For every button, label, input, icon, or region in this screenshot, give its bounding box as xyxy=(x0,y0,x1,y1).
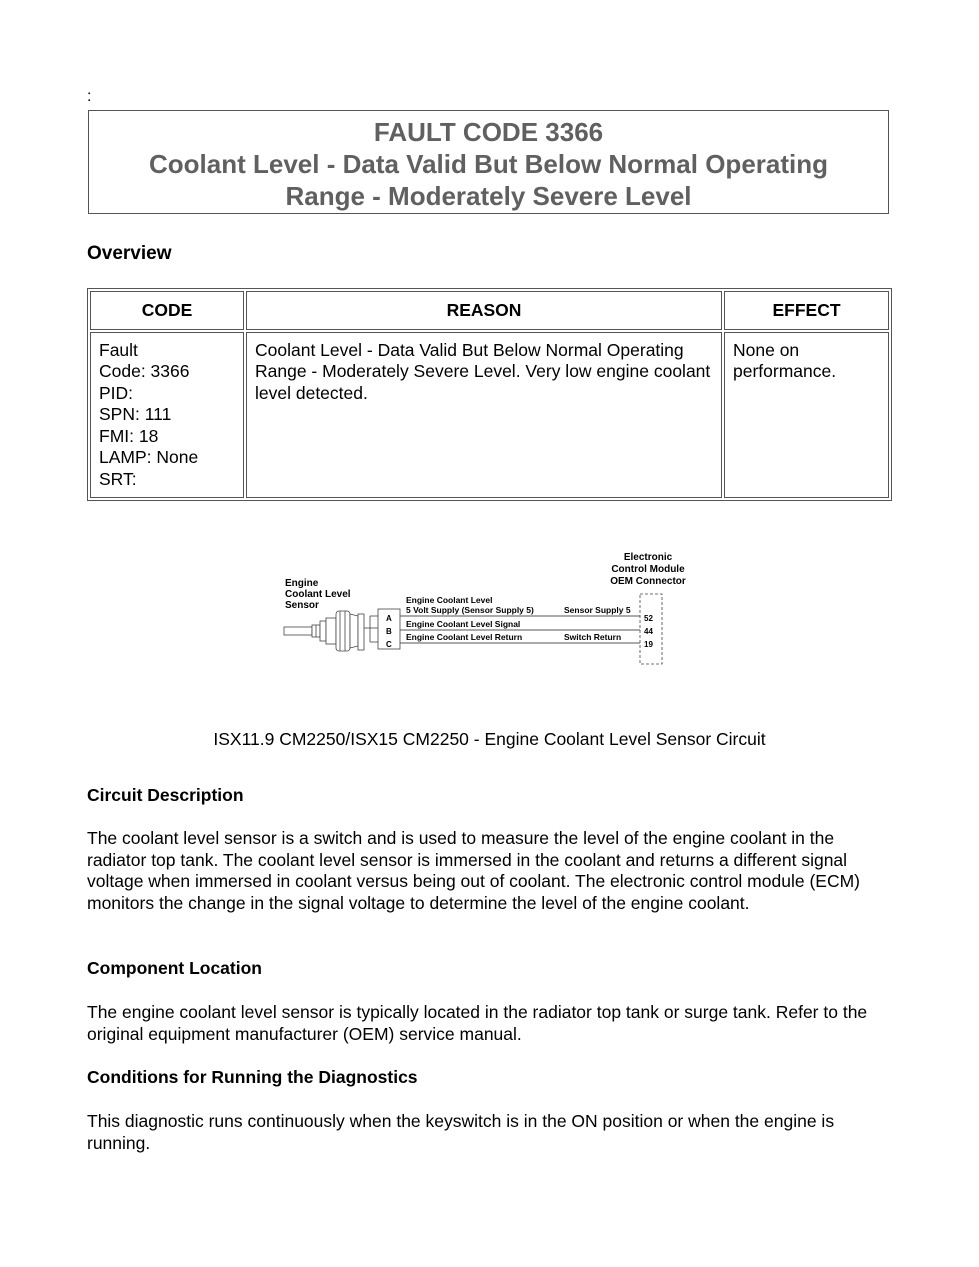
pin-19: 19 xyxy=(644,640,653,649)
conditions-heading: Conditions for Running the Diagnostics xyxy=(87,1067,418,1087)
pin-44: 44 xyxy=(644,627,653,636)
reason-cell: Coolant Level - Data Valid But Below Normal Operating Range - Moderately Severe Level. Very low engine coolant level detected. xyxy=(246,332,722,499)
conditions-text: This diagnostic runs continuously when the keyswitch is in the ON position or when the engine is running. xyxy=(87,1111,835,1153)
pin-a: A xyxy=(386,614,392,623)
table-header-row xyxy=(90,291,889,330)
pin-b: B xyxy=(386,627,392,636)
fault-code-table xyxy=(87,288,892,501)
ecm-label-2: Control Module xyxy=(611,564,685,575)
effect-cell: None on performance. xyxy=(724,332,889,499)
code-line: SPN: 111 xyxy=(99,404,172,424)
code-line: SRT: xyxy=(99,468,137,489)
wire3-label: Engine Coolant Level Return xyxy=(406,632,523,642)
wire1-label-1: Engine Coolant Level xyxy=(406,595,493,605)
component-location-heading: Component Location xyxy=(87,958,262,978)
wire1-right-label: Sensor Supply 5 xyxy=(564,605,631,615)
code-line: LAMP: None xyxy=(99,447,199,467)
diagram-caption: ISX11.9 CM2250/ISX15 CM2250 - Engine Coolant Level Sensor Circuit xyxy=(213,729,766,749)
header-code: CODE xyxy=(90,291,244,330)
table-row xyxy=(90,332,889,499)
sensor-label-3: Sensor xyxy=(285,600,319,611)
pin-52: 52 xyxy=(644,614,653,623)
sensor-label-2: Coolant Level xyxy=(285,589,351,600)
circuit-description-text: The coolant level sensor is a switch and is used to measure the level of the engine coolant in the radiator top tank. The coolant level sensor is immersed in the coolant and returns a different signal voltage when immersed in coolant versus being out of coolant. The electronic control module (ECM) monitors the change in the signal voltage to determine the level of the engine coolant. xyxy=(87,828,860,913)
circuit-description-heading: Circuit Description xyxy=(87,785,244,805)
sensor-label-1: Engine xyxy=(285,578,319,589)
fault-description-line-2: Range - Moderately Severe Level xyxy=(285,181,692,211)
circuit-diagram xyxy=(280,546,700,726)
wire2-label: Engine Coolant Level Signal xyxy=(406,619,521,629)
sensor-body-icon xyxy=(284,611,364,651)
ecm-label-3: OEM Connector xyxy=(610,576,686,587)
code-line: Fault xyxy=(99,339,138,360)
fault-title-box xyxy=(88,110,889,214)
wire1-label-2: 5 Volt Supply (Sensor Supply 5) xyxy=(406,605,534,615)
header-effect: EFFECT xyxy=(724,291,889,330)
page-marker: : xyxy=(87,88,92,105)
component-location-text: The engine coolant level sensor is typically located in the radiator top tank or surge tank. Refer to the original equipment manufacturer (OEM) service manual. xyxy=(87,1002,868,1044)
fault-code-title: FAULT CODE 3366 xyxy=(373,117,604,147)
fault-description-line-1: Coolant Level - Data Valid But Below Normal Operating xyxy=(149,149,828,179)
code-line: Code: 3366 xyxy=(99,361,190,381)
ecm-label-1: Electronic xyxy=(623,552,673,563)
wire3-right-label: Switch Return xyxy=(564,632,622,642)
code-line: PID: xyxy=(99,382,134,403)
overview-heading: Overview xyxy=(87,243,172,264)
code-line: FMI: 18 xyxy=(99,425,159,446)
header-reason: REASON xyxy=(246,291,722,330)
code-cell xyxy=(90,332,244,499)
pin-c: C xyxy=(386,640,392,649)
